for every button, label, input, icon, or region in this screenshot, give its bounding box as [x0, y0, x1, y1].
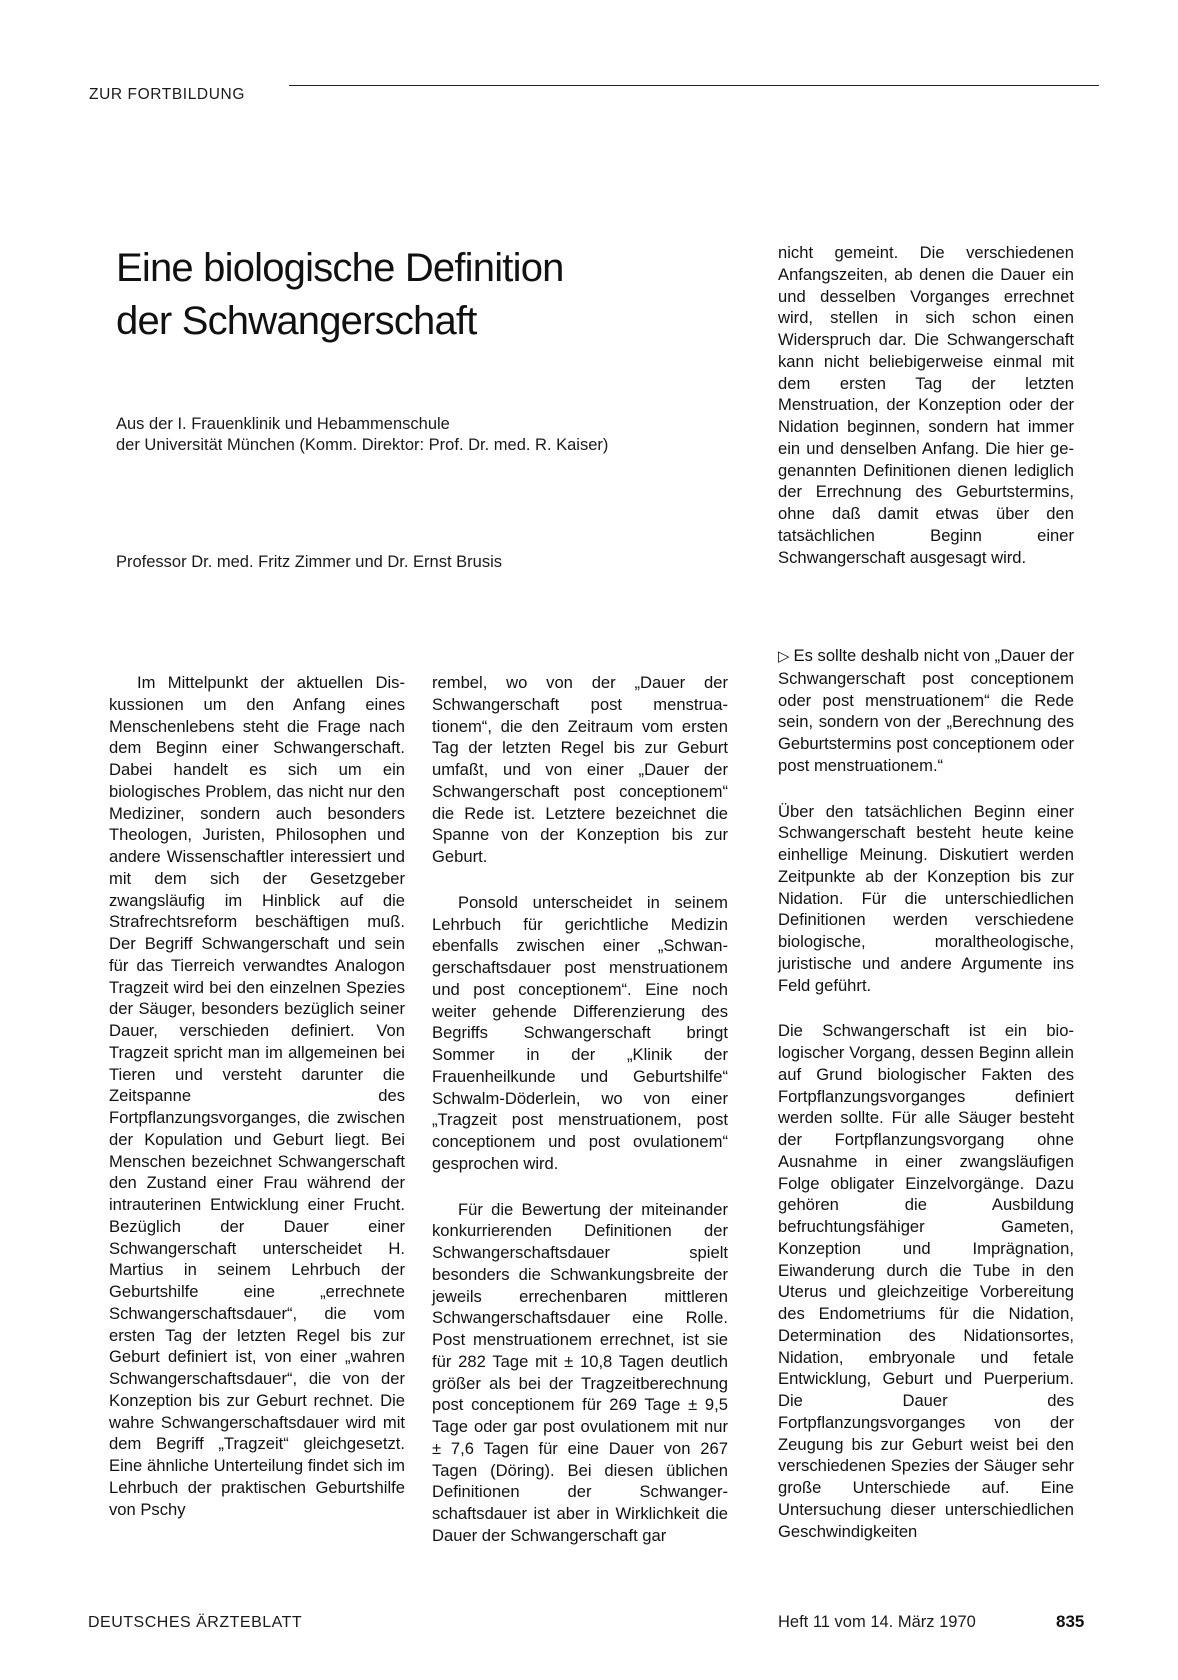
- section-label: ZUR FORTBILDUNG: [89, 86, 245, 103]
- paragraph: Im Mittelpunkt der aktuellen Diskussionen um den Anfang eines Menschenlebens steht die Frage nach dem Beginn einer Schwangerschaft. Dabei handelt es sich um ein biologisches Problem, das nicht nur den Mediziner, sondern auch besonders Theologen, Juristen, Philosophen und andere Wissenschaftler interessiert und mit dem sich der Gesetzgeber zwangsläufig im Hinblick auf die Strafrechtsreform beschäftigen muß. Der Begriff Schwangerschaft und sein für das Tierreich verwandtes Analogon Tragzeit wird bei den einzelnen Spezies der Säuger, besonders bezüglich seiner Dauer, verschieden definiert. Von Tragzeit spricht man im allgemeinen bei Tieren und versteht darunter die Zeitspanne des Fortpflanzungsvorganges, die zwischen der Kopulation und Geburt liegt. Bei Menschen bezeichnet Schwangerschaft den Zustand einer Frau während der intrauterinen Entwicklung einer Frucht. Bezüglich der Dauer einer Schwangerschaft unterscheidet H. Martius in seinem Lehrbuch der Geburtshilfe eine „errechnete Schwangerschaftsdauer“, die vom ersten Tag der letzten Regel bis zur Geburt definiert ist, von einer „wahren Schwangerschaftsdauer“, die von der Konzeption bis zur Geburt rechnet. Die wahre Schwangerschaftsdauer wird mit dem Begriff „Tragzeit“ gleichgesetzt. Eine ähnliche Unterteilung findet sich im Lehrbuch der praktischen Geburtshilfe von Pschy: [109, 673, 405, 1519]
- title-line-1: Eine biologische Definition: [116, 246, 564, 290]
- affiliation-line-1: Aus der I. Frauenklinik und Hebammenschule: [116, 415, 450, 433]
- journal-name: DEUTSCHES ÄRZTEBLATT: [88, 1614, 303, 1631]
- affiliation: [116, 414, 608, 456]
- paragraph: [778, 645, 1074, 777]
- article-title: [116, 242, 564, 348]
- title-line-2: der Schwangerschaft: [116, 299, 477, 343]
- issue-info: Heft 11 vom 14. März 1970: [778, 1613, 976, 1631]
- page-number: 835: [1056, 1612, 1085, 1631]
- body-column-1: [109, 672, 405, 1520]
- body-column-3-top: [778, 242, 1074, 568]
- body-column-3: [778, 645, 1074, 1542]
- authors: Professor Dr. med. Fritz Zimmer und Dr. Ernst Brusis: [116, 553, 502, 571]
- paragraph: nicht gemeint. Die verschiedenen Anfangszeiten, ab denen die Dauer ein und desselben Vorganges errechnet wird, stellen in sich schon einen Widerspruch dar. Die Schwangerschaft kann nicht beliebigerweise einmal mit dem ersten Tag der letzten Menstruation, der Konzeption oder der Nidation beginnen, sondern hat immer ein und denselben Anfang. Die hier gegenannten Definitionen dienen lediglich der Errechnung des Geburtstermins, ohne daß damit etwas über den tatsächlichen Beginn einer Schwangerschaft ausgesagt wird.: [778, 243, 1074, 567]
- paragraph: Für die Bewertung der miteinander konkurrierenden Definitionen der Schwangerschaftsdauer spielt besonders die Schwankungsbreite der jeweils errechenbaren mittleren Schwangerschaftsdauer eine Rolle. Post menstruationem errechnet, ist sie für 282 Tage mit ± 10,8 Tagen deutlich größer als bei der Tragzeitberechnung post conceptionem für 269 Tage ± 9,5 Tage oder gar post ovulationem mit nur ± 7,6 Tagen für eine Dauer von 267 Tagen (Döring). Bei diesen üblichen Definitionen der Schwangerschaftsdauer ist aber in Wirklichkeit die Dauer der Schwangerschaft gar: [432, 1199, 728, 1545]
- triangle-marker-icon: ▷: [778, 648, 790, 665]
- paragraph-text: Es sollte deshalb nicht von „Dauer der Schwangerschaft post conceptionem oder post menstruationem“ die Rede sein, sondern von der „Berechnung des Geburtstermins post conceptionem oder post menstruationem.“: [778, 646, 1074, 775]
- body-column-2: [432, 672, 728, 1547]
- paragraph: Ponsold unterscheidet in seinem Lehrbuch für gerichtliche Medizin ebenfalls zwischen einer „Schwangerschaftsdauer post menstruationem und post conceptionem“. Eine noch weiter gehende Differenzierung des Begriffs Schwangerschaft bringt Sommer in der „Klinik der Frauenheilkunde und Geburtshilfe“ Schwalm-Döderlein, wo von einer „Tragzeit post menstruationem, post conceptionem und post ovulationem“ gesprochen wird.: [432, 892, 728, 1173]
- header-rule: [289, 85, 1099, 86]
- paragraph: rembel, wo von der „Dauer der Schwangerschaft post menstruationem“, die den Zeitraum vom ersten Tag der letzten Regel bis zur Geburt umfaßt, und von einer „Dauer der Schwangerschaft post conceptionem“ die Rede ist. Letztere bezeichnet die Spanne von der Konzeption bis zur Geburt.: [432, 673, 728, 866]
- paragraph: Die Schwangerschaft ist ein biologischer Vorgang, dessen Beginn allein auf Grund biologischer Fakten des Fortpflanzungsvorganges definiert werden sollte. Für alle Säuger besteht der Fortpflanzungsvorgang ohne Ausnahme in einer zwangsläufigen Folge obligater Einzelvorgänge. Dazu gehören die Ausbildung befruchtungsfähiger Gameten, Konzeption und Imprägnation, Eiwanderung durch die Tube in den Uterus und gleichzeitige Vorbereitung des Endometriums für die Nidation, Determination des Nidationsortes, Nidation, embryonale und fetale Entwicklung, Geburt und Puerperium. Die Dauer des Fortpflanzungsvorganges von der Zeugung bis zur Geburt weist bei den verschiedenen Spezies der Säuger sehr große Unterschiede auf. Eine Untersuchung dieser unterschiedlichen Geschwindigkeiten: [778, 1021, 1074, 1541]
- affiliation-line-2: der Universität München (Komm. Direktor: Prof. Dr. med. R. Kaiser): [116, 436, 609, 454]
- paragraph: Über den tatsächlichen Beginn einer Schwangerschaft besteht heute keine einhellige Meinung. Diskutiert werden Zeitpunkte ab der Konzeption bis zur Nidation. Für die unterschiedlichen Definitionen werden verschiedene biologische, moraltheologische, juristische und andere Argumente ins Feld geführt.: [778, 801, 1074, 995]
